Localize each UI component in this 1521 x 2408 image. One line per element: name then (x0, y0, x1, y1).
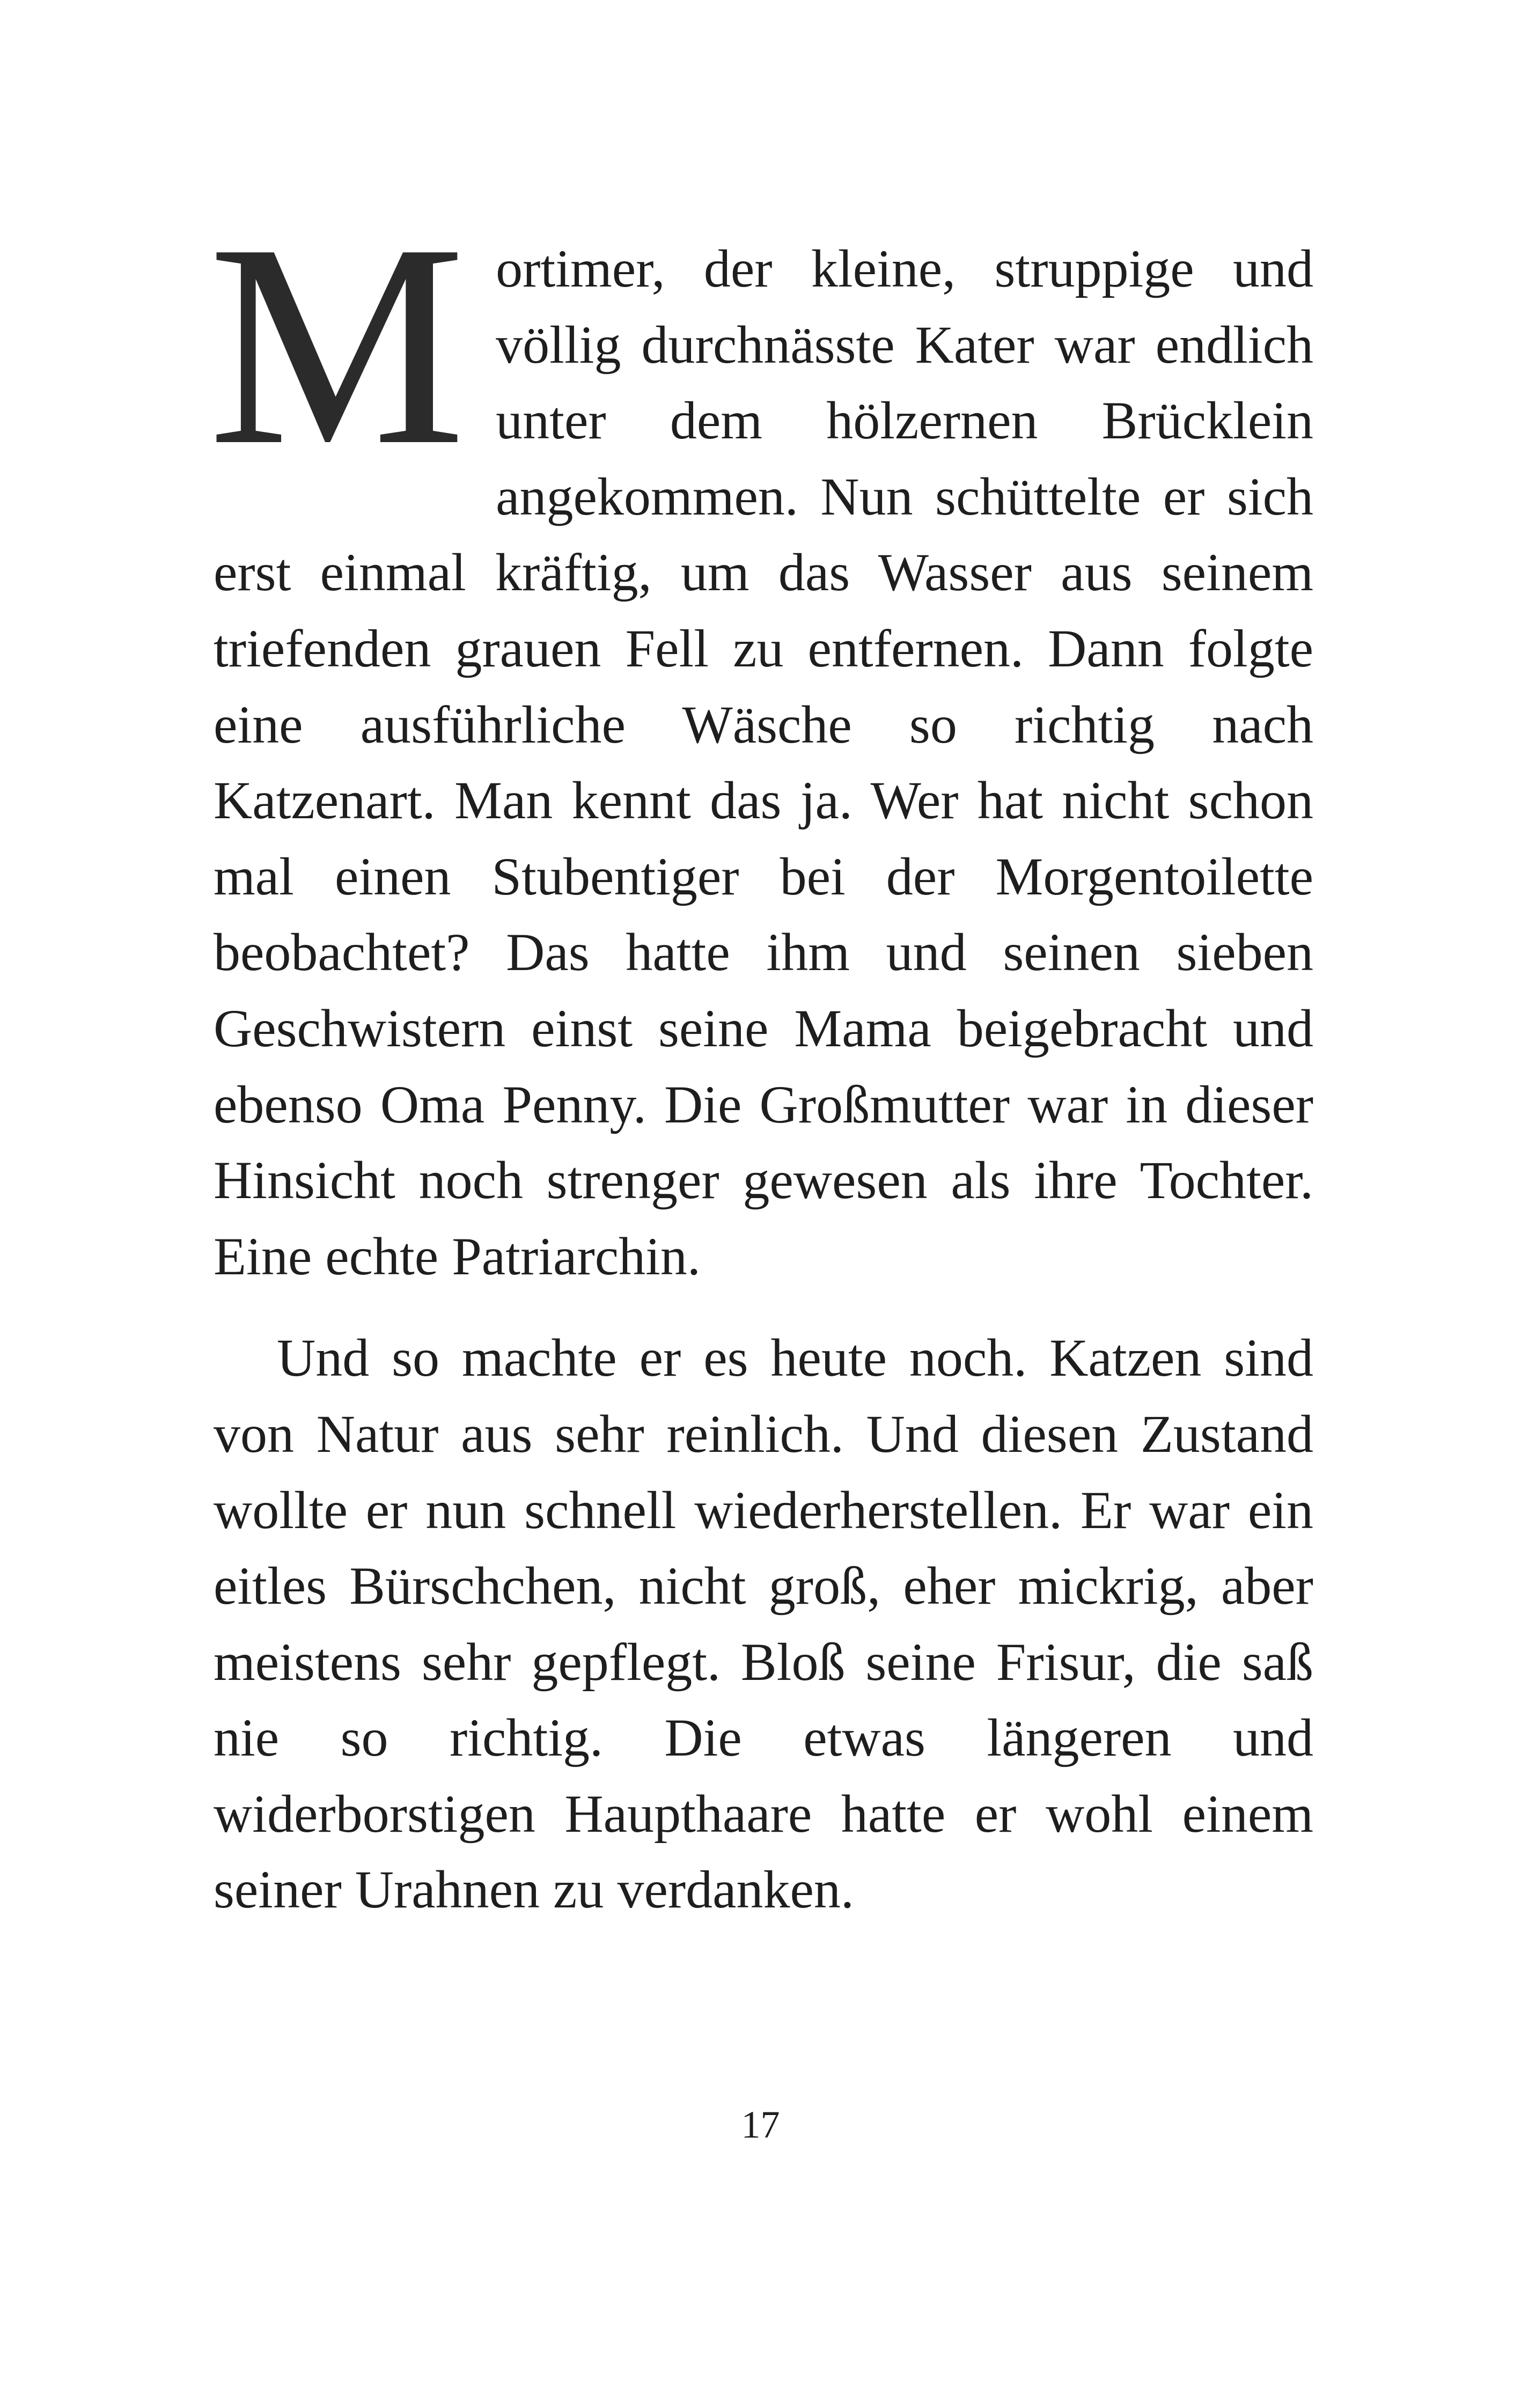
paragraph-1-text: ortimer, der kleine, struppige und völlig durchnässte Kater war endlich unter dem hölzernen Brücklein angekommen. Nun schüttelte er sich erst einmal kräftig, um das Wasser aus seinem triefenden grauen Fell zu entfernen. Dann folgte eine ausführliche Wäsche so richtig nach Katzenart. Man kennt das ja. Wer hat nicht schon mal einen Stubentiger bei der Morgentoilette beobachtet? Das hatte ihm und seinen sieben Geschwistern einst seine Mama beigebracht und ebenso Oma Penny. Die Großmutter war in dieser Hinsicht noch strenger gewesen als ihre Tochter. Eine echte Patriarchin. (214, 239, 1313, 1286)
body-text (208, 184, 1313, 1928)
drop-cap: M (208, 184, 466, 505)
paragraph-2 (214, 1320, 1313, 1928)
paragraph-1 (208, 184, 1313, 1294)
page-number: 17 (741, 2103, 780, 2146)
paragraph-2-text: Und so machte er es heute noch. Katzen sind von Natur aus sehr reinlich. Und diesen Zustand wollte er nun schnell wiederherstellen. Er war ein eitles Bürschchen, nicht groß, eher mickrig, aber meistens sehr gepflegt. Bloß seine Frisur, die saß nie so richtig. Die etwas längeren und widerborstigen Haupthaare hatte er wohl einem seiner Urahnen zu verdanken. (214, 1328, 1313, 1920)
